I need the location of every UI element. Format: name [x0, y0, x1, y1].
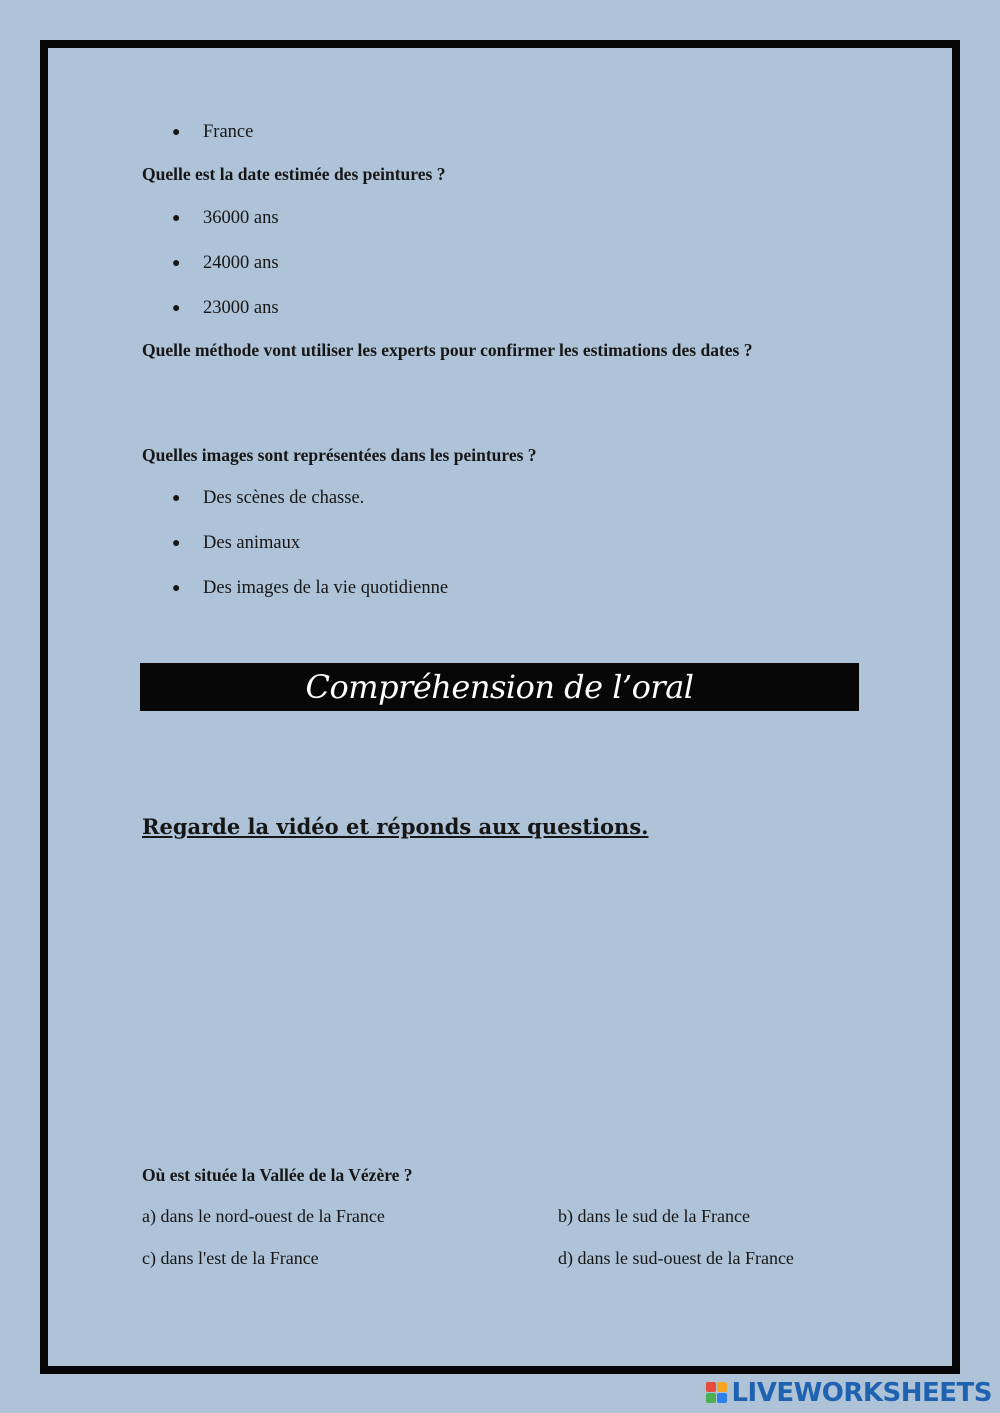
instruction-heading: Regarde la vidéo et réponds aux questions. [142, 814, 649, 839]
quiz-option-a[interactable]: a) dans le nord-ouest de la France [142, 1206, 385, 1226]
bullet-icon: ● [172, 491, 181, 506]
bullet-icon: ● [172, 125, 181, 140]
logo-square [706, 1382, 716, 1392]
bullet-icon: ● [172, 211, 181, 226]
video-area[interactable] [142, 860, 858, 1140]
quiz-option-c[interactable]: c) dans l'est de la France [142, 1248, 319, 1268]
list-item: ● 36000 ans [172, 206, 279, 231]
list-item: ● 24000 ans [172, 251, 279, 276]
question-images: Quelles images sont représentées dans les peintures ? [142, 445, 537, 465]
quiz-option-b[interactable]: b) dans le sud de la France [558, 1206, 750, 1226]
list-item: ● France [172, 120, 253, 145]
list-item: ● Des images de la vie quotidienne [172, 576, 448, 601]
quiz-question: Où est située la Vallée de la Vézère ? [142, 1165, 413, 1185]
bullet-icon: ● [172, 301, 181, 316]
section-banner: Compréhension de l’oral [140, 663, 859, 711]
logo-square [717, 1382, 727, 1392]
brand-name: LIVEWORKSHEETS [731, 1378, 992, 1408]
liveworksheets-logo-icon [706, 1382, 728, 1404]
bullet-icon: ● [172, 536, 181, 551]
bullet-icon: ● [172, 256, 181, 271]
list-item: ● 23000 ans [172, 296, 279, 321]
question-method: Quelle méthode vont utiliser les experts pour confirmer les estimations des dates ? [142, 340, 753, 360]
quiz-option-d[interactable]: d) dans le sud-ouest de la France [558, 1248, 794, 1268]
logo-square [717, 1393, 727, 1403]
logo-square [706, 1393, 716, 1403]
bullet-icon: ● [172, 581, 181, 596]
list-item: ● Des animaux [172, 531, 300, 556]
liveworksheets-brand [706, 1378, 992, 1408]
question-date: Quelle est la date estimée des peintures ? [142, 164, 446, 184]
list-item: ● Des scènes de chasse. [172, 486, 364, 511]
